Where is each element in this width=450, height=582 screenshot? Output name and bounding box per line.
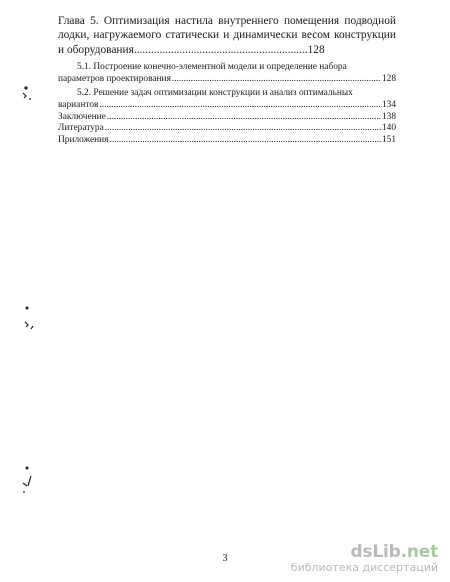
toc-leader-dots xyxy=(107,112,381,124)
toc-conclusion-label: Заключение xyxy=(58,111,106,122)
toc-section-5-1-line2 xyxy=(58,74,396,86)
toc-section-5-1-title-end: параметров проектирования xyxy=(58,73,171,84)
toc-appendix-label: Приложения xyxy=(58,134,109,145)
toc-leader-dots xyxy=(109,135,380,147)
toc-conclusion-page: 138 xyxy=(381,111,396,122)
toc-leader-dots xyxy=(172,74,381,86)
toc-entry-appendix xyxy=(58,135,396,147)
toc-entry-section-5-2 xyxy=(58,88,396,111)
toc-leader-dots xyxy=(105,123,381,135)
scan-artifacts xyxy=(0,0,60,582)
toc-chapter-5-page: 128 xyxy=(307,43,325,56)
toc-literature-label: Литература xyxy=(58,123,104,134)
toc-section-5-2-line2 xyxy=(58,100,396,112)
toc-section-5-1-line1: 5.1. Построение конечно-элементной модели и определение набора xyxy=(77,62,347,73)
toc-chapter-5-title: Глава 5. Оптимизация настила внутреннего помещения подводной лодки, нагружаемого статически и динамически весом конструкции и оборудования xyxy=(58,15,396,56)
toc-appendix-page: 151 xyxy=(381,134,396,145)
table-of-contents xyxy=(58,14,396,146)
watermark-logo-main: dsLib xyxy=(350,542,401,562)
toc-section-5-2-title-end: вариантов xyxy=(58,100,99,110)
watermark-logo xyxy=(291,543,438,561)
toc-entry-section-5-1 xyxy=(58,62,396,85)
toc-literature-page: 140 xyxy=(381,123,396,134)
toc-section-5-2-line1: 5.2. Решение задач оптимизации конструкции и анализ оптимальных xyxy=(77,88,353,99)
watermark xyxy=(291,543,438,574)
page-number: 3 xyxy=(222,553,228,564)
toc-entry-conclusion xyxy=(58,112,396,124)
toc-chapter-5-leader: ............................................................. xyxy=(133,43,308,56)
toc-entry-literature xyxy=(58,123,396,135)
toc-leader-dots xyxy=(99,100,381,112)
watermark-tagline: библиотека диссертаций xyxy=(290,561,438,574)
toc-entry-chapter-5 xyxy=(58,14,396,57)
watermark-logo-suffix: .net xyxy=(400,542,438,562)
toc-section-5-2-page: 134 xyxy=(381,100,396,110)
toc-section-5-1-page: 128 xyxy=(381,73,396,84)
